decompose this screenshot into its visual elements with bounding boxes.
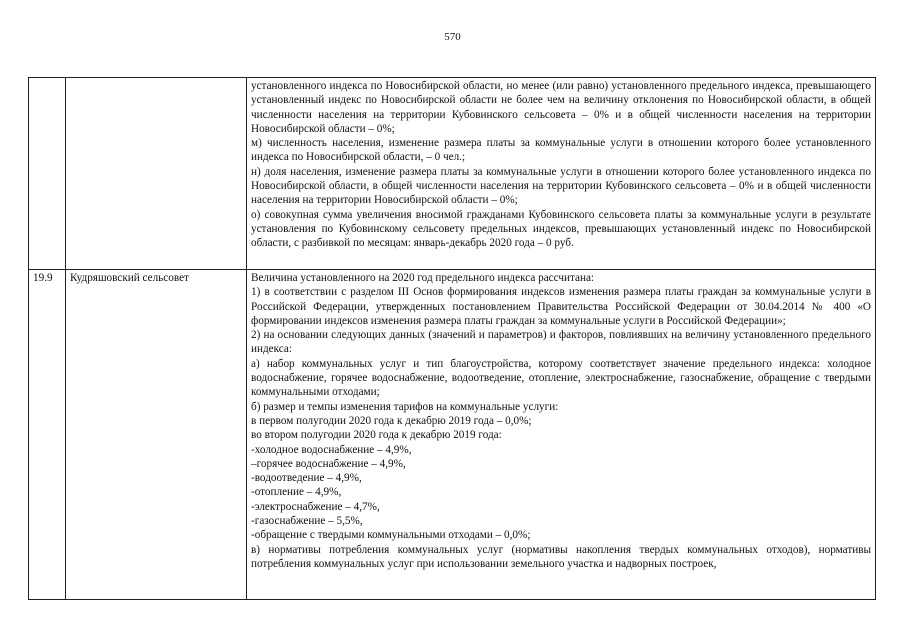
text-paragraph: о) совокупная сумма увеличения вносимой гражданами Кубовинского сельсовета платы за коммунальные услуги в результате установления по Кубовинскому сельсовету предельных индексов, превышающих установленный индекс по Новосибирской области, с разбивкой по месяцам: январь-декабрь 2020 года – 0 руб. <box>251 208 871 250</box>
row-number <box>29 78 66 270</box>
table-row <box>29 270 876 600</box>
text-paragraph: в) нормативы потребления коммунальных услуг (нормативы накопления твердых коммунальных отходов), нормативы потребления коммунальных услуг при использовании земельного участка и надворных построек, <box>251 543 871 570</box>
row-description <box>247 78 876 270</box>
text-paragraph: во втором полугодии 2020 года к декабрю 2019 года: <box>251 429 502 442</box>
text-paragraph: н) доля населения, изменение размера платы за коммунальные услуги в отношении которого более установленного индекса по Новосибирской области, в общей численности населения на территории Кубовинского сельсовета – 0% и в общей численности населения на территории Новосибирской области – 0%; <box>251 165 871 207</box>
row-description <box>247 270 876 600</box>
text-paragraph: -электроснабжение – 4,7%, <box>251 500 380 513</box>
text-paragraph: а) набор коммунальных услуг и тип благоустройства, которому соответствует значение предельного индекса: холодное водоснабжение, горячее водоснабжение, водоотведение, отопление, электроснабжение, газоснабжение, обращение с твердыми коммунальными отходами; <box>251 357 871 399</box>
text-paragraph: -отопление – 4,9%, <box>251 486 342 499</box>
text-paragraph: Величина установленного на 2020 год предельного индекса рассчитана: <box>251 272 595 284</box>
settlement-name: Кудряшовский сельсовет <box>66 270 247 600</box>
text-paragraph: м) численность населения, изменение размера платы за коммунальные услуги в отношении которого более установленного индекса по Новосибирской области, – 0 чел.; <box>251 137 871 164</box>
text-paragraph: -холодное водоснабжение – 4,9%, <box>251 443 412 456</box>
settlement-name <box>66 78 247 270</box>
page-number: 570 <box>444 31 461 43</box>
text-paragraph: б) размер и темпы изменения тарифов на коммунальные услуги: <box>251 400 559 413</box>
text-paragraph: -газоснабжение – 5,5%, <box>251 515 363 528</box>
row-number: 19.9 <box>29 270 66 600</box>
text-paragraph: 1) в соответствии с разделом III Основ формирования индексов изменения размера платы граждан за коммунальные услуги в Российской Федерации, утвержденных постановлением Правительства Российской Федерации от 30.04.2014 № 400 «О формировании индексов изменения размера платы граждан за коммунальные услуги в Российской Федерации»; <box>251 286 871 327</box>
text-paragraph: установленного индекса по Новосибирской области, но менее (или равно) установленного предельного индекса, превышающего установленный индекс по Новосибирской области не более чем на величину отклонения по Новосибирской области, в общей численности населения на территории Кубовинского сельсовета – 0% и в общей численности населения на территории Новосибирской области – 0%; <box>251 80 871 135</box>
text-paragraph: –горячее водоснабжение – 4,9%, <box>251 457 406 470</box>
text-paragraph: -обращение с твердыми коммунальными отходами – 0,0%; <box>251 529 531 542</box>
text-paragraph: в первом полугодии 2020 года к декабрю 2019 года – 0,0%; <box>251 414 532 427</box>
text-paragraph: 2) на основании следующих данных (значений и параметров) и факторов, повлиявших на величину установленного предельного индекса: <box>251 329 871 356</box>
document-table <box>28 77 876 600</box>
table-row <box>29 78 876 270</box>
text-paragraph: -водоотведение – 4,9%, <box>251 472 362 485</box>
